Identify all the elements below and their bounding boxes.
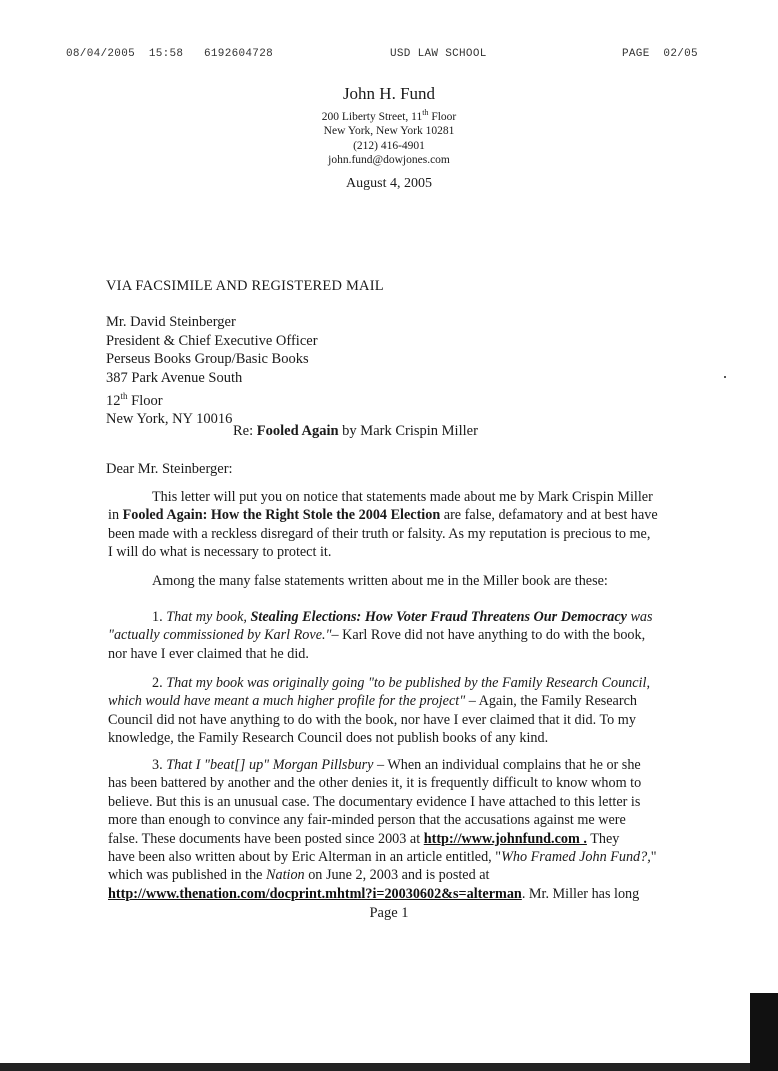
fax-phone: 6192604728	[204, 48, 274, 60]
item2-line	[108, 692, 653, 710]
item3-line	[108, 848, 657, 866]
item1-italic: was	[626, 609, 653, 625]
fax-time: 15:58	[148, 48, 184, 60]
scan-edge-mark	[750, 993, 778, 1071]
item3-text: on June 2, 2003 and is posted at	[304, 867, 490, 884]
salutation: Dear Mr. Steinberger:	[106, 461, 233, 477]
item3-line: believe. But this is an unusual case. The documentary evidence I have attached to this letter is	[108, 793, 641, 810]
fax-sender: USD LAW SCHOOL	[390, 48, 487, 60]
recipient-city: New York, NY 10016	[106, 411, 233, 428]
article-title: Who Framed John Fund?,	[501, 849, 651, 866]
recipient-title: President & Chief Executive Officer	[106, 332, 318, 349]
scan-speck	[724, 376, 726, 378]
item3-line	[108, 830, 653, 848]
item2-line: knowledge, the Family Research Council does not publish books of any kind.	[108, 730, 549, 747]
street-text: 200 Liberty Street, 11	[321, 110, 423, 123]
recipient-address	[106, 313, 318, 429]
item3-text: . Mr. Miller has long	[521, 885, 640, 902]
re-suffix: by Mark Crispin Miller	[338, 423, 478, 439]
p2-line: Among the many false statements written about me in the Miller book are these:	[152, 573, 608, 589]
statement-1	[108, 608, 653, 663]
recipient-company: Perseus Books Group/Basic Books	[106, 351, 309, 367]
re-line	[233, 423, 478, 440]
fax-page-number: 02/05	[663, 48, 698, 60]
item1-line: nor have I ever claimed that he did.	[108, 645, 309, 662]
re-book-title: Fooled Again	[256, 423, 339, 439]
item3-line	[108, 866, 653, 884]
item3-text: which was published in the	[108, 867, 267, 884]
item1-book-title: Stealing Elections: How Voter Fraud Threatens Our Democracy	[250, 609, 627, 625]
item1-italic: That my book,	[166, 609, 251, 625]
item2-quote: That my book was originally going "to be published by the Family Research Council,	[166, 675, 650, 691]
floor-num: 12	[106, 392, 121, 409]
item3-text: "	[650, 849, 657, 866]
item2-rebuttal: – Again, the Family Research	[465, 693, 637, 710]
p1-post: are false, defamatory and at best have	[440, 507, 658, 524]
letterhead-email: john.fund@dowjones.com	[328, 154, 450, 167]
item1-rebuttal: – Karl Rove did not have anything to do with the book,	[331, 627, 646, 644]
paragraph-notice	[108, 488, 658, 562]
floor-word: Floor	[127, 392, 163, 409]
thenation-link[interactable]: http://www.thenation.com/docprint.mhtml?i=20030602&s=alterman	[108, 885, 522, 902]
letterhead-street	[0, 106, 778, 124]
item3-line	[108, 756, 653, 774]
item3-number: 3.	[152, 757, 167, 773]
item1-number: 1.	[152, 609, 167, 625]
item1-line	[108, 626, 653, 644]
scan-edge-band	[0, 1063, 778, 1071]
letterhead-name: John H. Fund	[342, 84, 436, 103]
p1-line: This letter will put you on notice that statements made about me by Mark Crispin Miller	[152, 489, 653, 505]
p1-line: been made with a reckless disregard of their truth or falsity. As my reputation is precious to me,	[108, 525, 651, 542]
fax-page-label: PAGE	[622, 48, 650, 60]
p1-book-title: Fooled Again: How the Right Stole the 2004 Election	[122, 507, 441, 524]
item3-quote: That I "beat[] up" Morgan Pillsbury	[166, 757, 374, 773]
item1-line	[108, 608, 653, 626]
item3-line: has been battered by another and the other denies it, it is frequently difficult to know whom to	[108, 775, 642, 792]
publication-name: Nation	[266, 867, 305, 884]
statement-2	[108, 674, 653, 748]
johnfund-link[interactable]: http://www.johnfund.com .	[423, 830, 587, 847]
letterhead-city: New York, New York 10281	[323, 125, 455, 138]
letterhead-phone: (212) 416-4901	[353, 139, 425, 152]
item2-line: Council did not have anything to do with the book, nor have I ever claimed that it did. To my	[108, 711, 636, 728]
p1-line	[108, 506, 658, 524]
letter-date: August 4, 2005	[346, 176, 432, 191]
statement-3	[108, 756, 657, 903]
street-floor: Floor	[428, 110, 457, 123]
recipient-floor	[106, 387, 318, 410]
item3-line	[108, 885, 653, 903]
letterhead-address	[0, 106, 778, 168]
item3-text: They	[586, 830, 620, 847]
fax-date: 08/04/2005	[66, 48, 136, 60]
re-prefix: Re:	[233, 423, 257, 439]
floor-sup: th	[120, 391, 128, 401]
paragraph-intro	[108, 572, 653, 590]
item2-line	[108, 674, 653, 692]
p1-pre: in	[108, 507, 123, 524]
item3-text: have been also written about by Eric Alterman in an article entitled, "	[108, 849, 502, 866]
recipient-name: Mr. David Steinberger	[106, 314, 236, 330]
item3-line: more than enough to convince any fair-minded person that the accusations against me were	[108, 812, 626, 829]
p1-line: I will do what is necessary to protect it.	[108, 544, 332, 561]
item3-rebuttal: – When an individual complains that he or she	[373, 757, 641, 773]
delivery-method: VIA FACSIMILE AND REGISTERED MAIL	[106, 278, 384, 294]
fax-page	[622, 48, 698, 60]
fax-datetime	[66, 48, 183, 60]
item1-quote: "actually commissioned by Karl Rove."	[108, 627, 332, 644]
item2-quote: which would have meant a much higher profile for the project"	[108, 693, 466, 710]
street-sup: th	[422, 108, 429, 117]
item3-text: false. These documents have been posted since 2003 at	[108, 830, 424, 847]
item2-number: 2.	[152, 675, 167, 691]
page-number-footer: Page 1	[369, 905, 409, 921]
recipient-street: 387 Park Avenue South	[106, 369, 243, 386]
